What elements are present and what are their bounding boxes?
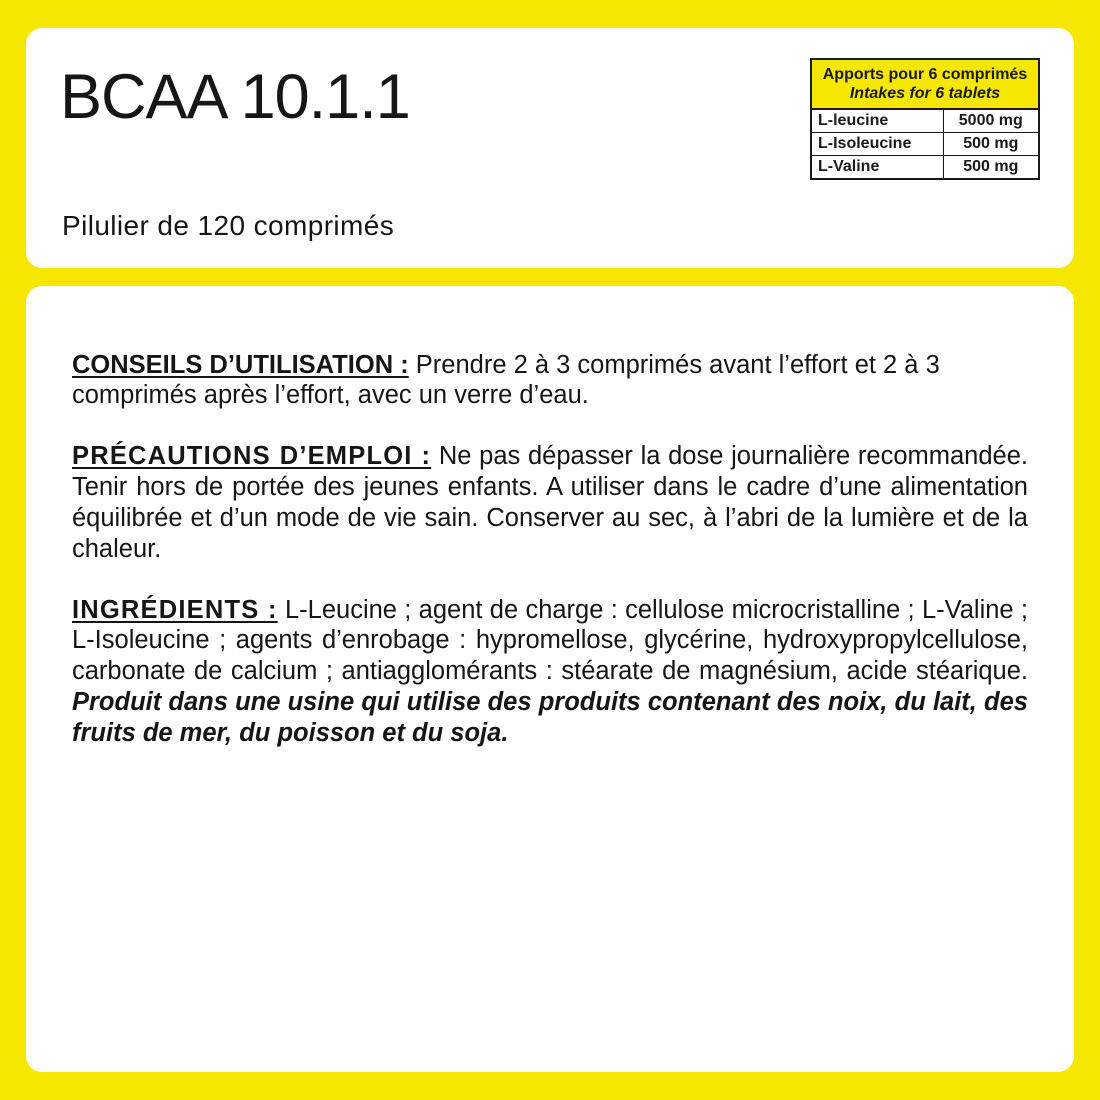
nutrient-name: L-Valine bbox=[812, 156, 943, 179]
table-row bbox=[812, 133, 1038, 156]
nutrition-table-panel bbox=[810, 58, 1040, 180]
precautions-text: Ne pas dépasser la dose journalière recommandée. Tenir hors de portée des jeunes enfants. A utiliser dans le cadre d’une alimentation équilibrée et d’un mode de vie sain. Conserver au sec, à l’abri de la lumière et de la chaleur. bbox=[72, 442, 1028, 563]
nutrition-table bbox=[812, 110, 1038, 178]
header-panel bbox=[26, 28, 1074, 268]
page-title: BCAA 10.1.1 bbox=[60, 62, 410, 132]
nutrient-value: 5000 mg bbox=[943, 110, 1038, 133]
ingredients-text: L-Leucine ; agent de charge : cellulose microcristalline ; L-Valine ; L-Isoleucine ; agents d’enrobage : hypromellose, glycérine, hydroxypropylcellulose, carbonate de calcium ; antiagglomérants : stéarate de magnésium, acide stéarique. bbox=[72, 595, 1028, 686]
ingredients-section bbox=[72, 595, 1028, 749]
ingredients-label: INGRÉDIENTS : bbox=[72, 595, 278, 624]
nutrient-value: 500 mg bbox=[963, 158, 1019, 176]
allergen-note: Produit dans une usine qui utilise des produits contenant des noix, du lait, des fruits de mer, du poisson et du soja. bbox=[72, 688, 1028, 747]
table-row bbox=[812, 156, 1038, 179]
body-panel bbox=[26, 286, 1074, 1072]
nutrition-heading bbox=[812, 60, 1038, 110]
product-subtitle: Pilulier de 120 comprimés bbox=[62, 210, 395, 241]
table-row bbox=[812, 110, 1038, 133]
precautions-section bbox=[72, 441, 1028, 564]
nutrient-value: 500 mg bbox=[943, 133, 1038, 156]
usage-text: Prendre 2 à 3 comprimés avant l’effort et 2 à 3 comprimés après l’effort, avec un verre d’eau. bbox=[72, 350, 940, 410]
precautions-label: PRÉCAUTIONS D’EMPLOI : bbox=[72, 442, 432, 471]
nutrient-name: L-Isoleucine bbox=[812, 133, 943, 156]
usage-section bbox=[72, 350, 1028, 412]
nutrition-heading-en: Intakes for 6 tablets bbox=[849, 84, 1001, 102]
nutrition-heading-fr: Apports pour 6 comprimés bbox=[822, 66, 1028, 83]
nutrient-name: L-leucine bbox=[812, 110, 943, 133]
usage-label: CONSEILS D’UTILISATION : bbox=[72, 350, 409, 379]
